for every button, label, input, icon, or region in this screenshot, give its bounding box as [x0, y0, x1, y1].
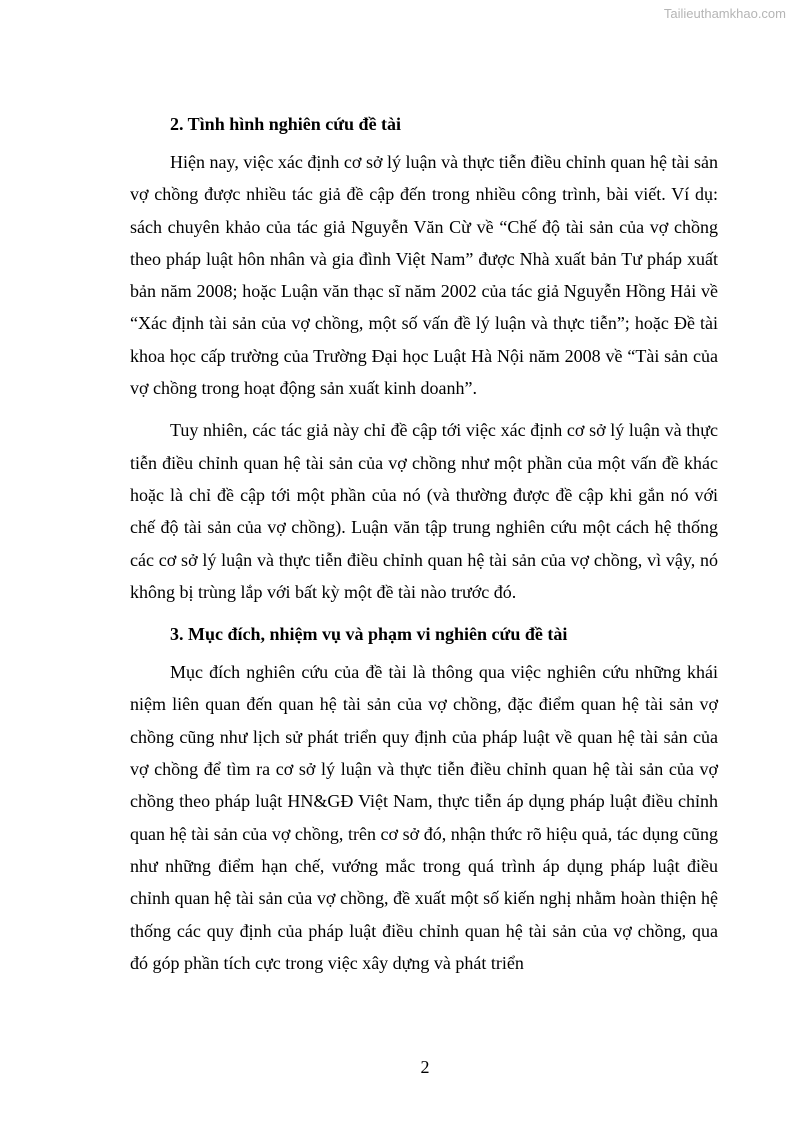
paragraph-research-gap: Tuy nhiên, các tác giả này chỉ đề cập tới việc xác định cơ sở lý luận và thực tiễn điều chỉnh quan hệ tài sản của vợ chồng như một phần của một vấn đề khác hoặc là chỉ đề cập tới một phần của nó (và thường được đề cập khi gắn nó với chế độ tài sản của vợ chồng). Luận văn tập trung nghiên cứu một cách hệ thống các cơ sở lý luận và thực tiễn điều chỉnh quan hệ tài sản của vợ chồng, vì vậy, nó không bị trùng lắp với bất kỳ một đề tài nào trước đó. [130, 420, 718, 602]
page-number: 2 [420, 1057, 430, 1077]
section-heading-research-status: 2. Tình hình nghiên cứu đề tài [170, 114, 402, 134]
paragraph-research-overview: Hiện nay, việc xác định cơ sở lý luận và thực tiễn điều chỉnh quan hệ tài sản vợ chồng được nhiều tác giả đề cập đến trong nhiều công trình, bài viết. Ví dụ: sách chuyên khảo của tác giả Nguyễn Văn Cừ về “Chế độ tài sản của vợ chồng theo pháp luật hôn nhân và gia đình Việt Nam” được Nhà xuất bản Tư pháp xuất bản năm 2008; hoặc Luận văn thạc sĩ năm 2002 của tác giả Nguyễn Hồng Hải về “Xác định tài sản của vợ chồng, một số vấn đề lý luận và thực tiễn”; hoặc Đề tài khoa học cấp trường của Trường Đại học Luật Hà Nội năm 2008 về “Tài sản của vợ chồng trong hoạt động sản xuất kinh doanh”. [130, 152, 718, 399]
section-heading-purpose-scope: 3. Mục đích, nhiệm vụ và phạm vi nghiên cứu đề tài [170, 624, 568, 645]
paragraph-research-purpose: Mục đích nghiên cứu của đề tài là thông qua việc nghiên cứu những khái niệm liên quan đến quan hệ tài sản của vợ chồng, đặc điểm quan hệ tài sản vợ chồng cũng như lịch sử phát triển quy định của pháp luật về quan hệ tài sản của vợ chồng để tìm ra cơ sở lý luận và thực tiễn điều chỉnh quan hệ tài sản của vợ chồng theo pháp luật HN&GĐ Việt Nam, thực tiễn áp dụng pháp luật điều chỉnh quan hệ tài sản của vợ chồng, trên cơ sở đó, nhận thức rõ hiệu quả, tác dụng cũng như những điểm hạn chế, vướng mắc trong quá trình áp dụng pháp luật điều chỉnh quan hệ tài sản của vợ chồng, đề xuất một số kiến nghị nhằm hoàn thiện hệ thống các quy định của pháp luật điều chỉnh quan hệ tài sản của vợ chồng, qua đó góp phần tích cực trong việc xây dựng và phát triển [130, 662, 718, 973]
watermark-text: Tailieuthamkhao.com [663, 6, 786, 21]
document-body [130, 108, 718, 979]
